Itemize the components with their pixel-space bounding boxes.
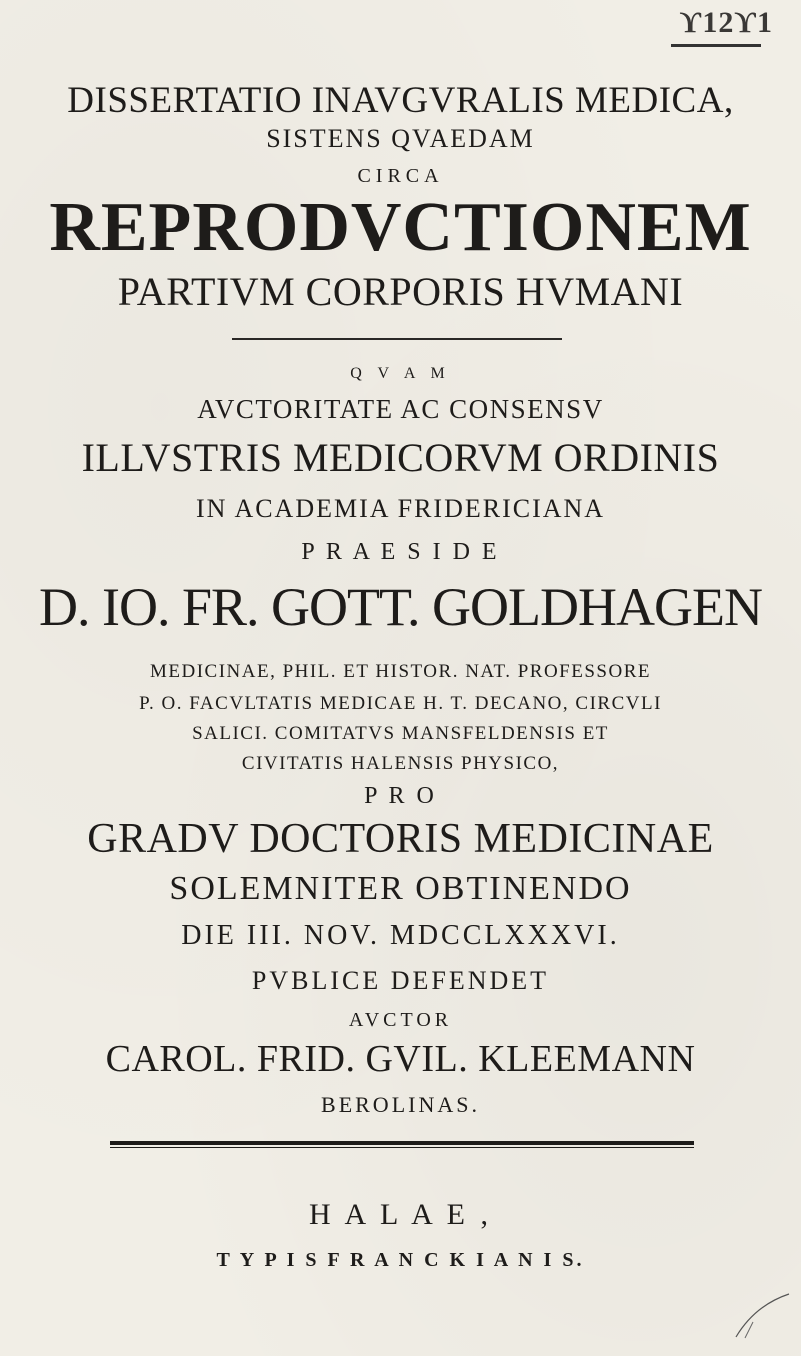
- solemniter-line: SOLEMNITER OBTINENDO: [169, 870, 632, 907]
- illustris-line: ILLVSTRIS MEDICORVM ORDINIS: [81, 435, 720, 480]
- sistens-line: SISTENS QVAEDAM: [266, 124, 535, 153]
- auctoritate-line: AVCTORITATE AC CONSENSV: [197, 394, 604, 424]
- defendet-line: PVBLICE DEFENDET: [251, 966, 550, 995]
- gradv-doctoris-line: GRADV DOCTORIS MEDICINAE: [87, 816, 714, 862]
- imprint-rule: [110, 1141, 694, 1148]
- imprint-city: H A L A E ,: [309, 1198, 492, 1231]
- corner-scratch-mark: [731, 1292, 791, 1342]
- civitatis-line: CIVITATIS HALENSIS PHYSICO,: [241, 753, 560, 774]
- date-line: DIE III. NOV. MDCCLXXXVI.: [181, 920, 620, 951]
- separator-rule: [232, 338, 562, 340]
- imprint-printer: T Y P I S F R A N C K I A N I S.: [216, 1249, 585, 1271]
- qvam-line: Q V A M: [350, 365, 451, 382]
- avctor-line: AVCTOR: [348, 1009, 453, 1031]
- goldhagen-name: D. IO. FR. GOTT. GOLDHAGEN: [39, 577, 762, 637]
- salici-line: SALICI. COMITATVS MANSFELDENSIS ET: [192, 723, 609, 744]
- professore-line: MEDICINAE, PHIL. ET HISTOR. NAT. PROFESSORE: [149, 661, 651, 682]
- shelfmark-underline: [671, 44, 761, 47]
- author-name: CAROL. FRID. GVIL. KLEEMANN: [105, 1038, 696, 1080]
- decano-line: P. O. FACVLTATIS MEDICAE H. T. DECANO, CIRCVLI: [139, 693, 662, 714]
- reproductionem-title: REPRODVCTIONEM: [49, 189, 752, 266]
- circa-line: CIRCA: [357, 165, 444, 187]
- shelfmark: ϒ12ϒ1: [679, 6, 773, 39]
- berolinas-line: BEROLINAS.: [321, 1092, 480, 1117]
- academia-line: IN ACADEMIA FRIDERICIANA: [195, 494, 606, 523]
- dissertation-heading: DISSERTATIO INAVGVRALIS MEDICA,: [67, 80, 734, 121]
- partivm-line: PARTIVM CORPORIS HVMANI: [117, 269, 684, 314]
- pro-line: P R O: [364, 783, 437, 809]
- praeside-line: P R A E S I D E: [301, 539, 500, 565]
